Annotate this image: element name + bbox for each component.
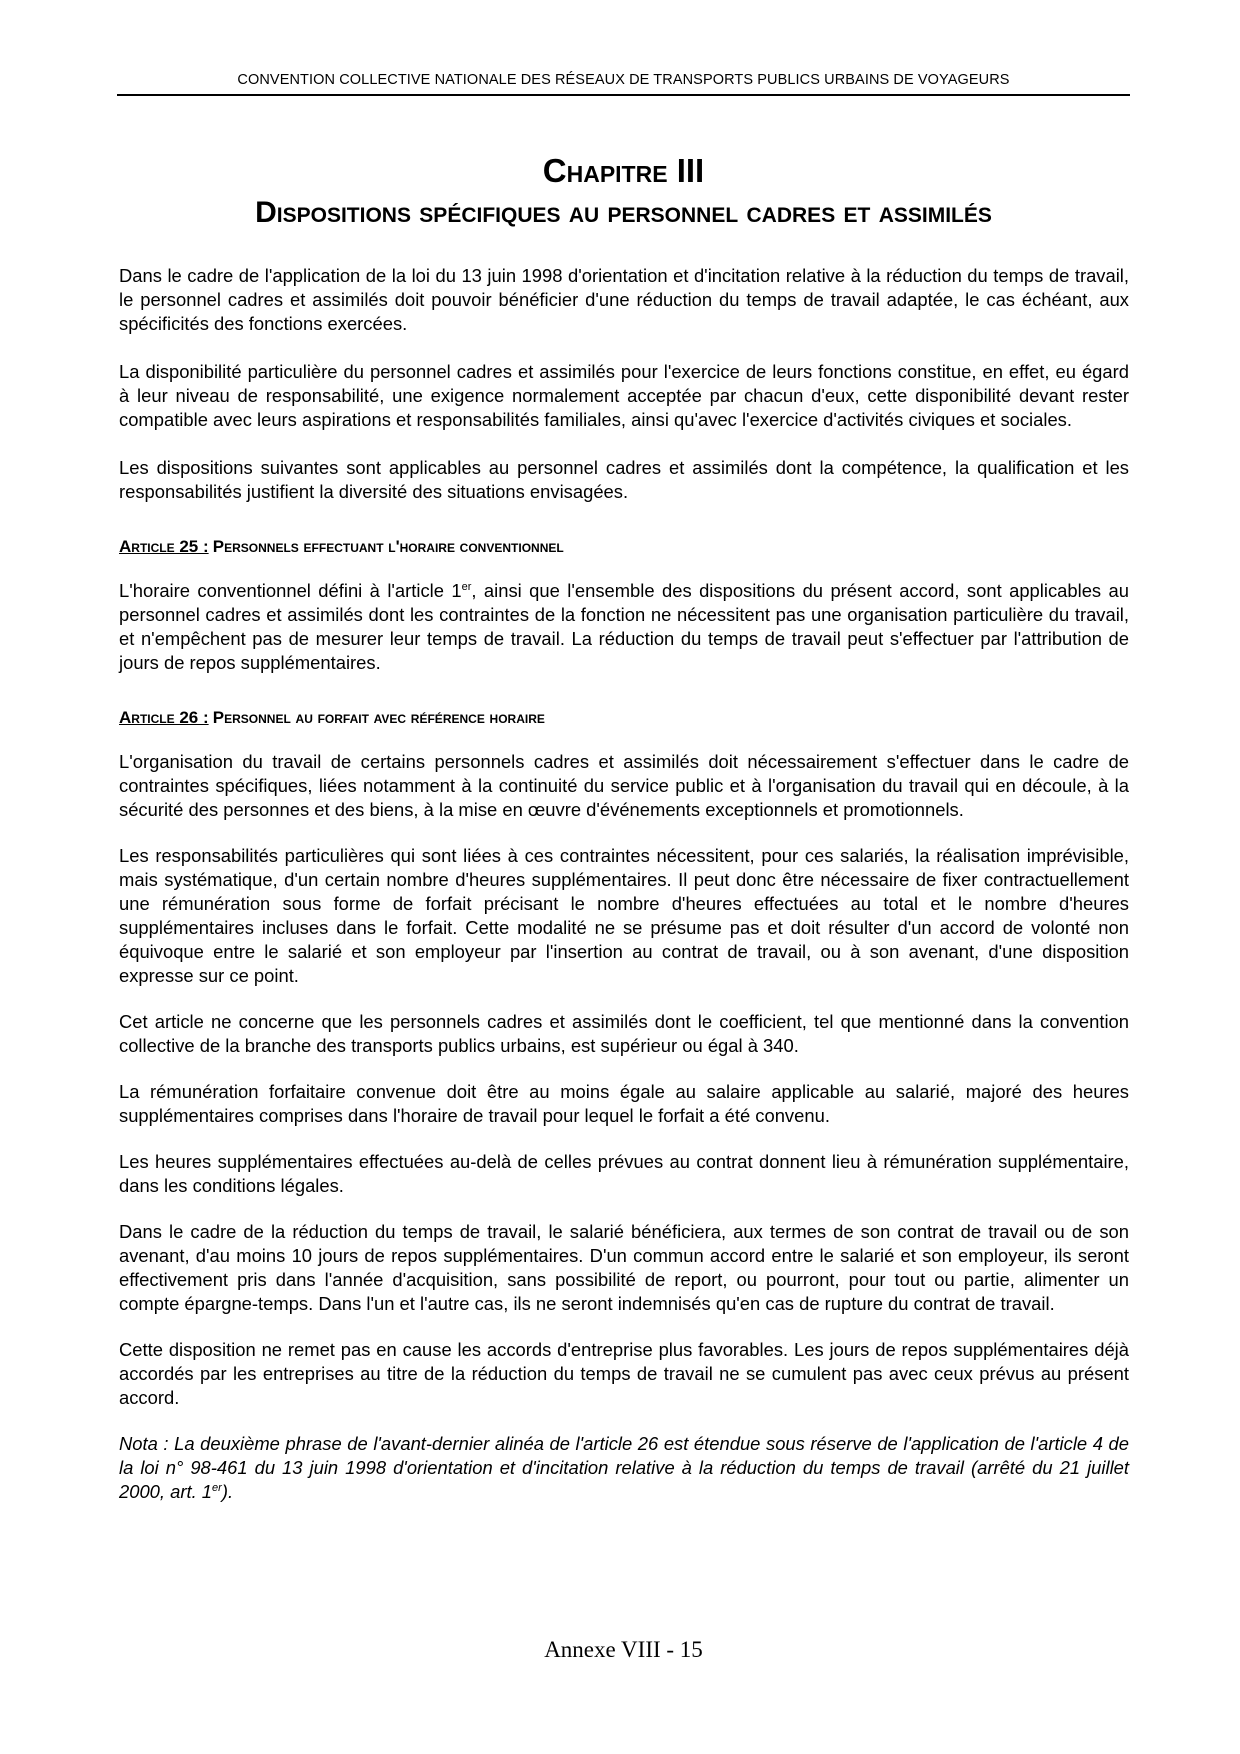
page-footer: Annexe VIII - 15 — [544, 1637, 703, 1662]
nota-text-a: Nota : La deuxième phrase de l'avant-dernier alinéa de l'article 26 est étendue sous réserve de l'application de l'article 4 de la loi n° 98-461 du 13 juin 1998 d'orientation et d'incitation relative à la réduction du temps de travail (arrêté du 21 juillet 2000, art. 1 — [119, 1433, 1129, 1502]
nota-text-b: ). — [221, 1481, 234, 1502]
article-26-paragraph-3: Cet article ne concerne que les personnels cadres et assimilés dont le coefficient, tel que mentionné dans la convention collective de la branche des transports publics urbains, est supérieur ou égal à 340. — [119, 1011, 1129, 1056]
article-25-paragraph — [119, 579, 1129, 675]
nota-paragraph — [119, 1432, 1129, 1504]
chapter-number: Chapitre III — [542, 152, 705, 189]
intro-paragraph-3: Les dispositions suivantes sont applicables au personnel cadres et assimilés dont la compétence, la qualification et les responsabilités justifient la diversité des situations envisagées. — [119, 457, 1129, 502]
article-26-paragraph-6: Dans le cadre de la réduction du temps de travail, le salarié bénéficiera, aux termes de son contrat de travail ou de son avenant, d'au moins 10 jours de repos supplémentaires. D'un commun accord entre le salarié et son employeur, ils seront effectivement pris dans l'année d'acquisition, sans possibilité de report, ou pourront, pour tout ou partie, alimenter un compte épargne-temps. Dans l'un et l'autre cas, ils ne seront indemnisés qu'en cas de rupture du contrat de travail. — [119, 1221, 1129, 1314]
article-25-superscript: er — [461, 580, 472, 593]
article-26-heading — [119, 707, 1129, 730]
chapter-heading — [117, 150, 1130, 234]
article-26-paragraph-5: Les heures supplémentaires effectuées au-delà de celles prévues au contrat donnent lieu à rémunération supplémentaire, dans les conditions légales. — [119, 1151, 1129, 1196]
chapter-title: Dispositions spécifiques au personnel cadres et assimilés — [255, 196, 992, 229]
article-25-title: Personnels effectuant l'horaire conventionnel — [212, 537, 564, 556]
article-26-number: Article 26 : — [119, 708, 209, 727]
nota-superscript: er — [212, 1481, 222, 1494]
article-25-text-b: , ainsi que l'ensemble des dispositions du présent accord, sont applicables au personnel cadres et assimilés dont les contraintes de la fonction ne nécessitent pas une organisation particulière du travail, et n'empêchent pas de mesurer leur temps de travail. La réduction du temps de travail peut s'effectuer par l'attribution de jours de repos supplémentaires. — [119, 580, 1129, 673]
article-25-heading — [119, 536, 1129, 559]
article-26-paragraph-2: Les responsabilités particulières qui sont liées à ces contraintes nécessitent, pour ces salariés, la réalisation imprévisible, mais systématique, d'un certain nombre d'heures supplémentaires. Il peut donc être nécessaire de fixer contractuellement une rémunération sous forme de forfait précisant le nombre d'heures effectuées au total et le nombre d'heures supplémentaires incluses dans le forfait. Cette modalité ne se présume pas et doit résulter d'un accord de volonté non équivoque entre le salarié et son employeur par l'insertion au contrat de travail, ou à son avenant, d'une disposition expresse sur ce point. — [119, 845, 1129, 986]
header-rule — [117, 94, 1130, 96]
intro-paragraph-1: Dans le cadre de l'application de la loi du 13 juin 1998 d'orientation et d'incitation relative à la réduction du temps de travail, le personnel cadres et assimilés doit pouvoir bénéficier d'une réduction du temps de travail adaptée, le cas échéant, aux spécificités des fonctions exercées. — [119, 265, 1129, 334]
intro-paragraph-2: La disponibilité particulière du personnel cadres et assimilés pour l'exercice de leurs fonctions constitue, en effet, eu égard à leur niveau de responsabilité, une exigence normalement acceptée par chacun d'eux, cette disponibilité devant rester compatible avec leurs aspirations et responsabilités familiales, ainsi qu'avec l'exercice d'activités civiques et sociales. — [119, 361, 1129, 430]
document-body — [119, 264, 1129, 1526]
article-26-paragraph-4: La rémunération forfaitaire convenue doit être au moins égale au salaire applicable au salarié, majoré des heures supplémentaires comprises dans l'horaire de travail pour lequel le forfait a été convenu. — [119, 1081, 1129, 1126]
running-header: CONVENTION COLLECTIVE NATIONALE DES RÉSEAUX DE TRANSPORTS PUBLICS URBAINS DE VOYAGEURS — [237, 72, 1010, 88]
article-26-paragraph-7: Cette disposition ne remet pas en cause les accords d'entreprise plus favorables. Les jours de repos supplémentaires déjà accordés par les entreprises au titre de la réduction du temps de travail ne se cumulent pas avec ceux prévus au présent accord. — [119, 1339, 1129, 1408]
article-25-number: Article 25 : — [119, 537, 209, 556]
article-25-text-a: L'horaire conventionnel défini à l'article 1 — [119, 580, 462, 601]
article-26-title: Personnel au forfait avec référence horaire — [212, 708, 545, 727]
article-26-paragraph-1: L'organisation du travail de certains personnels cadres et assimilés doit nécessairement s'effectuer dans le cadre de contraintes spécifiques, liées notamment à la continuité du service public et à l'organisation du travail qui en découle, à la sécurité des personnes et des biens, à la mise en œuvre d'événements exceptionnels et promotionnels. — [119, 751, 1129, 820]
